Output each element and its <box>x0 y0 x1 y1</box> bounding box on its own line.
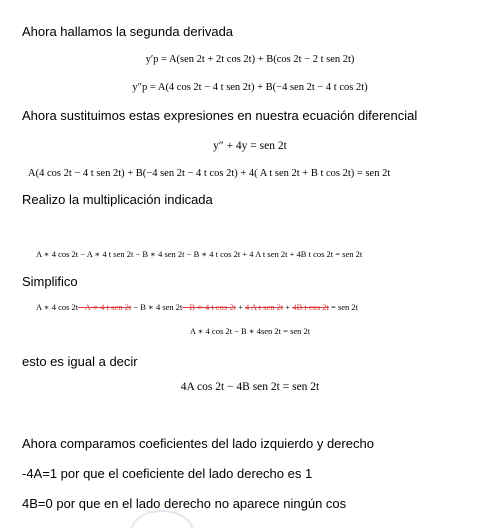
term-c: − B ∗ 4 sen 2t <box>131 302 183 312</box>
watermark-logo <box>130 510 194 528</box>
term-i: = sen 2t <box>328 302 359 312</box>
text-4a: -4A=1 por que el coeficiente del lado derecho es 1 <box>22 466 313 481</box>
struck-term-b: − A ∗ 4 t sen 2t <box>78 302 132 312</box>
eq-resultado-1: A ∗ 4 cos 2t − B ∗ 4sen 2t = sen 2t <box>189 326 311 336</box>
struck-term-d: − B ∗ 4 t cos 2t <box>182 302 236 312</box>
struck-term-f: 4 A t sen 2t <box>245 302 284 312</box>
term-e: + <box>235 302 245 312</box>
struck-term-h: 4B t cos 2t <box>292 302 329 312</box>
term-a: A ∗ 4 cos 2t <box>36 302 79 312</box>
text-igual: esto es igual a decir <box>22 354 138 369</box>
eq-diferencial: y″ + 4y = sen 2t <box>213 140 287 152</box>
text-derivada2: Ahora hallamos la segunda derivada <box>22 24 234 39</box>
text-simplifico: Simplifico <box>22 274 78 289</box>
eq-simplificado <box>36 302 358 313</box>
eq-y-double-prime: y″p = A(4 cos 2t − 4 t sen 2t) + B(−4 sen 2t − 4 t cos 2t) <box>132 82 368 93</box>
eq-multiplicado: A ∗ 4 cos 2t − A ∗ 4 t sen 2t − B ∗ 4 sen 2t − B ∗ 4 t cos 2t + 4 A t sen 2t + 4B t cos 2t = sen 2t <box>36 249 363 259</box>
text-multiplicacion: Realizo la multiplicación indicada <box>22 192 213 207</box>
text-4b: 4B=0 por que en el lado derecho no aparece ningún cos <box>22 496 347 511</box>
eq-sustitucion: A(4 cos 2t − 4 t sen 2t) + B(−4 sen 2t − 4 t cos 2t) + 4( A t sen 2t + B t cos 2t) = sen 2t <box>28 168 391 179</box>
eq-y-prime: y′p = A(sen 2t + 2t cos 2t) + B(cos 2t − 2 t sen 2t) <box>145 54 355 65</box>
text-sustituir: Ahora sustituimos estas expresiones en nuestra ecuación diferencial <box>22 108 418 123</box>
eq-resultado-2: 4A cos 2t − 4B sen 2t = sen 2t <box>180 381 320 393</box>
term-g: + <box>283 302 293 312</box>
text-comparamos: Ahora comparamos coeficientes del lado izquierdo y derecho <box>22 436 374 451</box>
